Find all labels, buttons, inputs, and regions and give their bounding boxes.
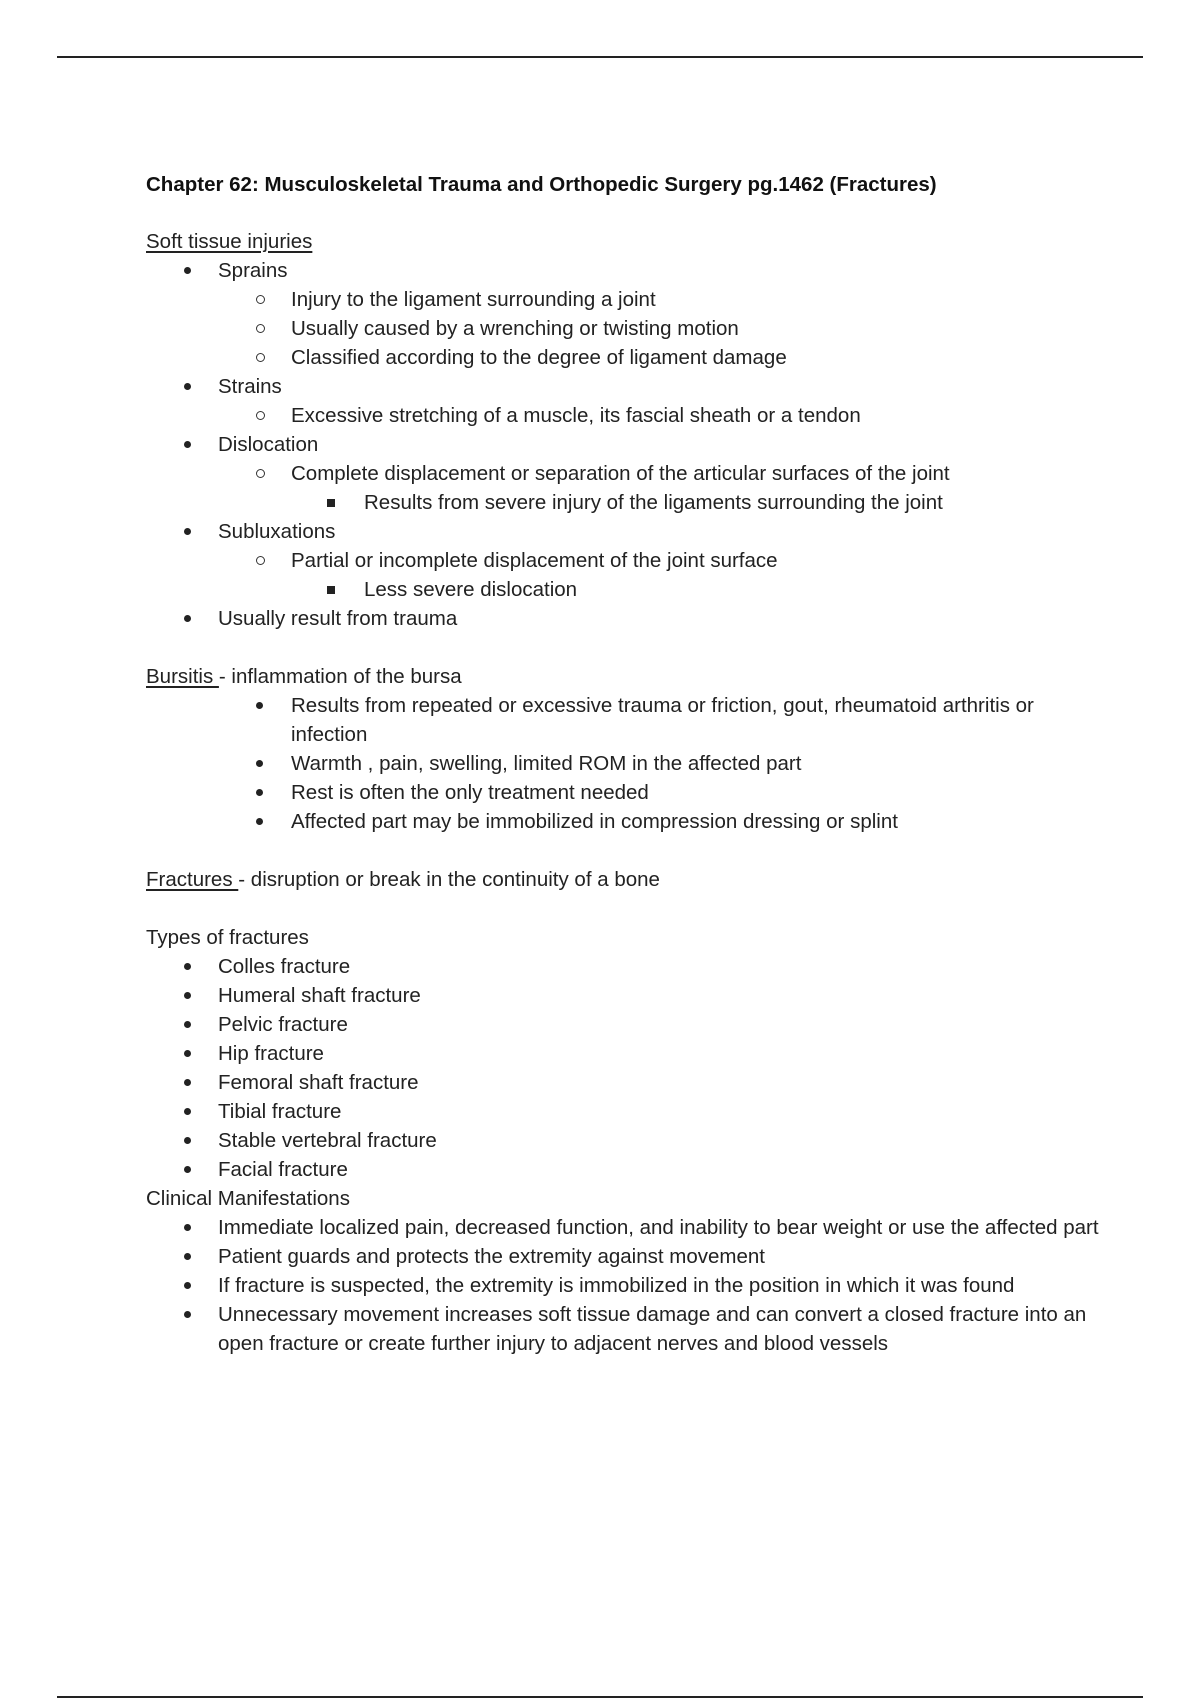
list-item [146,343,1106,372]
list-item-text: Hip fracture [218,1042,324,1065]
list-item-text: Tibial fracture [218,1100,342,1123]
top-divider [57,56,1143,58]
list-item [146,1213,1106,1242]
page-title: Chapter 62: Musculoskeletal Trauma and Orthopedic Surgery pg.1462 (Fractures) [146,173,937,196]
list-item [146,430,1106,459]
list-item-text: If fracture is suspected, the extremity is immobilized in the position in which it was found [218,1274,1015,1297]
list-item-text: Pelvic fracture [218,1013,348,1036]
list-item-text: Unnecessary movement increases soft tissue damage and can convert a closed fracture into an open fracture or create further injury to adjacent nerves and blood vessels [218,1303,1087,1355]
soft-tissue-heading: Soft tissue injuries [146,230,313,253]
list-item-text: Injury to the ligament surrounding a joint [291,288,656,311]
list-item [146,401,1106,430]
list-item [146,314,1106,343]
list-item-text: Immediate localized pain, decreased function, and inability to bear weight or use the affected part [218,1216,1099,1239]
document-body [146,170,1106,1358]
list-item-text: Usually result from trauma [218,607,458,630]
list-item [146,372,1106,401]
list-item-text: Subluxations [218,520,336,543]
list-item-text: Humeral shaft fracture [218,984,421,1007]
list-item [146,1097,1106,1126]
list-item [146,256,1106,285]
list-item [146,1155,1106,1184]
soft-tissue-list [146,256,1106,633]
list-item [146,691,1106,749]
bottom-divider [57,1696,1143,1698]
fractures-definition: - disruption or break in the continuity of a bone [238,868,660,891]
list-item [146,1126,1106,1155]
types-list [146,952,1106,1184]
list-item [146,517,1106,546]
list-item-text: Results from repeated or excessive trauma or friction, gout, rheumatoid arthritis or infection [291,694,1034,746]
soft-tissue-section [146,227,1106,256]
types-heading: Types of fractures [146,926,309,949]
list-item-text: Stable vertebral fracture [218,1129,437,1152]
list-item [146,1242,1106,1271]
list-item [146,807,1106,836]
list-item [146,575,1106,604]
list-item [146,546,1106,575]
fractures-section [146,865,1106,894]
bursitis-list [146,691,1106,836]
list-item [146,778,1106,807]
list-item-text: Less severe dislocation [364,578,578,601]
list-item-text: Femoral shaft fracture [218,1071,419,1094]
list-item-text: Excessive stretching of a muscle, its fascial sheath or a tendon [291,404,861,427]
list-item-text: Strains [218,375,282,398]
list-item-text: Usually caused by a wrenching or twisting motion [291,317,739,340]
list-item [146,981,1106,1010]
list-item [146,1039,1106,1068]
list-item [146,1010,1106,1039]
list-item-text: Complete displacement or separation of the articular surfaces of the joint [291,462,950,485]
list-item-text: Results from severe injury of the ligaments surrounding the joint [364,491,943,514]
clinical-heading: Clinical Manifestations [146,1187,350,1210]
list-item [146,285,1106,314]
bursitis-definition: - inflammation of the bursa [218,665,462,688]
list-item-text: Partial or incomplete displacement of the joint surface [291,549,778,572]
list-item [146,604,1106,633]
bursitis-section [146,662,1106,691]
list-item [146,1271,1106,1300]
list-item-text: Patient guards and protects the extremity against movement [218,1245,765,1268]
list-item [146,749,1106,778]
list-item-text: Facial fracture [218,1158,348,1181]
list-item [146,952,1106,981]
list-item-text: Colles fracture [218,955,351,978]
list-item-text: Affected part may be immobilized in compression dressing or splint [291,810,898,833]
clinical-list [146,1213,1106,1358]
list-item-text: Warmth , pain, swelling, limited ROM in the affected part [291,752,802,775]
list-item-text: Sprains [218,259,288,282]
list-item-text: Classified according to the degree of ligament damage [291,346,787,369]
list-item [146,1068,1106,1097]
list-item-text: Rest is often the only treatment needed [291,781,649,804]
list-item [146,488,1106,517]
list-item [146,459,1106,488]
list-item-text: Dislocation [218,433,319,456]
bursitis-heading: Bursitis [146,665,219,688]
fractures-heading: Fractures [146,868,239,891]
list-item [146,1300,1106,1358]
